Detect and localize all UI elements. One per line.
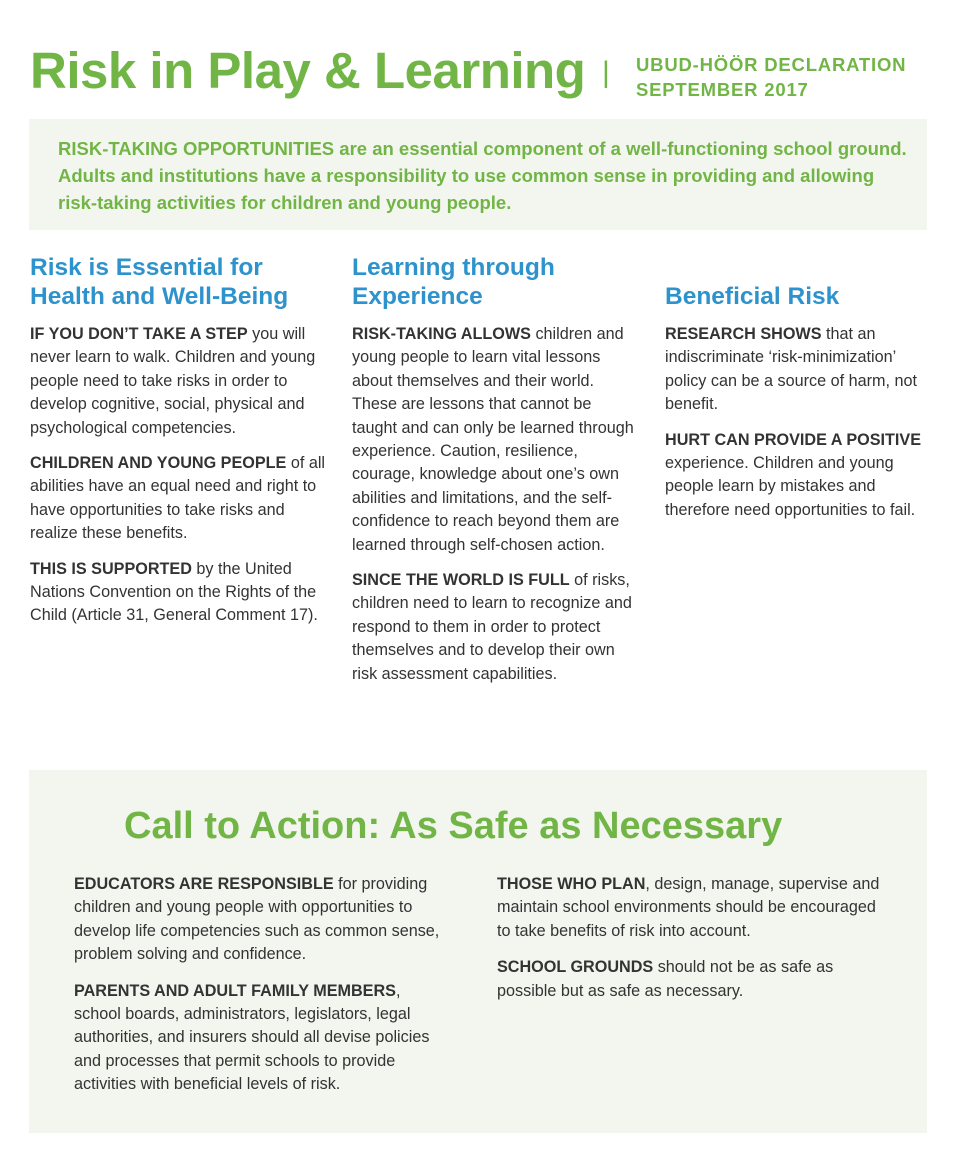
- column-heading: Beneficial Risk: [665, 283, 840, 310]
- paragraph-text: experience. Children and young people learn by mistakes and therefore need opportunities to fail.: [665, 454, 916, 519]
- call-to-action-right: [497, 873, 887, 1016]
- declaration-label: [636, 52, 906, 102]
- call-to-action-heading: Call to Action: As Safe as Necessary: [124, 805, 783, 847]
- paragraph: [30, 452, 326, 546]
- paragraph-text: , school boards, administrators, legislators, legal authorities, and insurers should all devise policies and processes that permit schools to provide activities with beneficial levels of risk.: [74, 981, 430, 1094]
- paragraph-lead: IF YOU DON’T TAKE A STEP: [30, 325, 248, 343]
- intro-body: are an essential component of a well-functioning school ground. Adults and institutions have a responsibility to use common sense in providing and allowing risk-taking activities for children and young people.: [58, 138, 907, 213]
- column-heading: Learning through Experience: [352, 254, 555, 310]
- paragraph: [665, 323, 927, 417]
- paragraph-lead: EDUCATORS ARE RESPONSIBLE: [74, 875, 334, 893]
- paragraph: [497, 873, 887, 943]
- paragraph: [74, 980, 450, 1097]
- paragraph: [352, 569, 634, 686]
- paragraph-text: , design, manage, supervise and maintain school environments should be encouraged to take benefits of risk into account.: [497, 875, 880, 940]
- paragraph-text: that an indiscriminate ‘risk-minimization’ policy can be a source of harm, not benefit.: [665, 325, 917, 414]
- paragraph: [497, 956, 887, 1003]
- paragraph-lead: SCHOOL GROUNDS: [497, 958, 654, 977]
- call-to-action-box: [29, 770, 927, 1133]
- paragraph-text: of risks, children need to learn to recognize and respond to them in order to protect themselves and to develop their own risk assessment capabilities.: [352, 571, 632, 683]
- paragraph-lead: THOSE WHO PLAN: [497, 875, 646, 893]
- paragraph-text: of all abilities have an equal need and right to have opportunities to take risks and realize these benefits.: [30, 454, 326, 543]
- column-learning-experience: [352, 253, 634, 698]
- paragraph: [30, 323, 326, 440]
- declaration-date: SEPTEMBER 2017: [636, 79, 809, 100]
- page-title: Risk in Play & Learning: [30, 42, 586, 99]
- paragraph-lead: PARENTS AND ADULT FAMILY MEMBERS: [74, 981, 396, 1000]
- paragraph-lead: CHILDREN AND YOUNG PEOPLE: [30, 454, 287, 473]
- column-heading: Risk is Essential for Health and Well-Being: [30, 254, 289, 310]
- paragraph-text: should not be as safe as possible but as safe as necessary.: [497, 958, 834, 1000]
- paragraph-lead: RISK-TAKING ALLOWS: [352, 325, 531, 343]
- paragraph-text: children and young people to learn vital lessons about themselves and their world. These are lessons that cannot be taught and can only be learned through experience. Caution, resilience, courage, knowledge about one’s own abilities and limitations, and the self-confidence to reach beyond them are learned through self-chosen action.: [352, 325, 634, 554]
- column-beneficial-risk: [665, 253, 927, 534]
- intro-lead: RISK-TAKING OPPORTUNITIES: [58, 138, 335, 159]
- paragraph: [352, 323, 634, 557]
- paragraph: [30, 558, 326, 628]
- column-risk-essential: [30, 253, 326, 640]
- paragraph: [74, 873, 450, 967]
- call-to-action-left: [74, 873, 450, 1110]
- paragraph-text: for providing children and young people with opportunities to develop life competencies such as common sense, problem solving and confidence.: [74, 875, 440, 964]
- paragraph-lead: THIS IS SUPPORTED: [30, 559, 192, 578]
- paragraph-text: by the United Nations Convention on the Rights of the Child (Article 31, General Comment 17).: [30, 559, 318, 625]
- paragraph-text: you will never learn to walk. Children and young people need to take risks in order to develop cognitive, social, physical and psychological competencies.: [30, 325, 316, 437]
- declaration-name: UBUD-HÖÖR DECLARATION: [636, 54, 907, 75]
- intro-text: [58, 135, 908, 216]
- paragraph-lead: RESEARCH SHOWS: [665, 325, 822, 343]
- paragraph: [665, 429, 927, 523]
- page-header: [30, 38, 930, 108]
- paragraph-lead: HURT CAN PROVIDE A POSITIVE: [665, 430, 922, 449]
- intro-box: [29, 119, 927, 230]
- title-separator: |: [602, 56, 610, 89]
- paragraph-lead: SINCE THE WORLD IS FULL: [352, 571, 570, 590]
